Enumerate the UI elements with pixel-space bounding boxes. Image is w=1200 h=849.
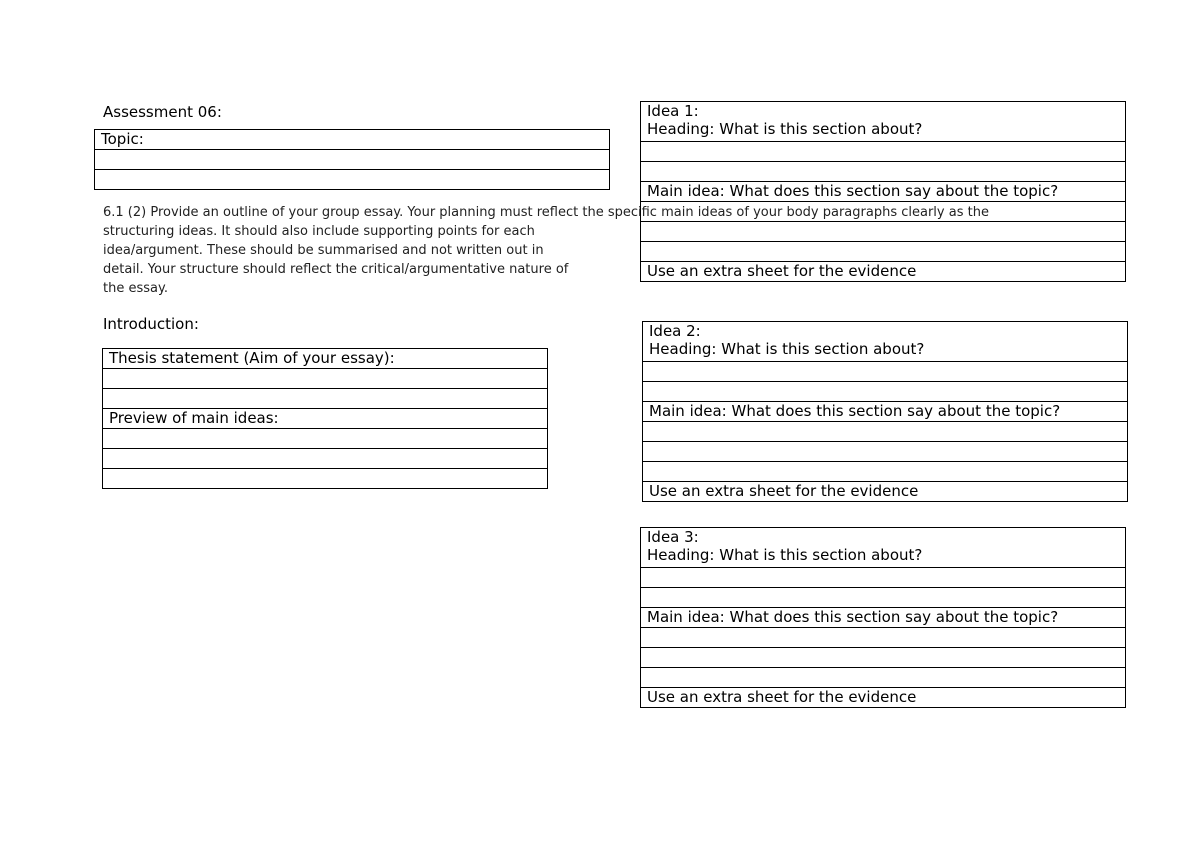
topic-label: Topic: xyxy=(95,130,610,150)
instructions-line-4: detail. Your structure should reflect the critical/argumentative nature of xyxy=(103,262,569,277)
idea-2-main-line-3[interactable] xyxy=(643,462,1128,482)
idea-3-heading-line-2[interactable] xyxy=(641,588,1126,608)
idea-2-main-idea-prompt: Main idea: What does this section say about the topic? xyxy=(643,402,1128,422)
topic-line-1[interactable] xyxy=(95,150,610,170)
idea-2-heading-line-2[interactable] xyxy=(643,382,1128,402)
idea-3-main-idea-prompt: Main idea: What does this section say about the topic? xyxy=(641,608,1126,628)
idea-1-main-line-3[interactable] xyxy=(641,242,1126,262)
idea-2-main-line-1[interactable] xyxy=(643,422,1128,442)
preview-line-2[interactable] xyxy=(103,449,548,469)
idea-1-box xyxy=(640,101,1126,282)
idea-1-main-line-1[interactable] xyxy=(641,202,1126,222)
instructions-line-3: idea/argument. These should be summarised and not written out in xyxy=(103,243,544,258)
idea-3-label: Idea 3: xyxy=(647,528,699,546)
idea-2-main-line-2[interactable] xyxy=(643,442,1128,462)
preview-line-1[interactable] xyxy=(103,429,548,449)
instructions-line-1: 6.1 (2) Provide an outline of your group essay. Your planning must reflect the specific main ideas of your body paragraphs clearly as the xyxy=(103,205,989,220)
idea-2-label: Idea 2: xyxy=(649,322,701,340)
page-title: Assessment 06: xyxy=(103,103,222,121)
idea-1-evidence-note: Use an extra sheet for the evidence xyxy=(641,262,1126,282)
thesis-line-1[interactable] xyxy=(103,369,548,389)
idea-1-heading-line-1[interactable] xyxy=(641,142,1126,162)
idea-3-evidence-note: Use an extra sheet for the evidence xyxy=(641,688,1126,708)
idea-3-main-line-1[interactable] xyxy=(641,628,1126,648)
topic-box xyxy=(94,129,610,190)
idea-1-header xyxy=(641,102,1126,142)
preview-line-3[interactable] xyxy=(103,469,548,489)
topic-line-2[interactable] xyxy=(95,170,610,190)
idea-3-main-line-3[interactable] xyxy=(641,668,1126,688)
idea-3-header xyxy=(641,528,1126,568)
idea-2-heading-prompt: Heading: What is this section about? xyxy=(649,340,925,358)
introduction-heading: Introduction: xyxy=(103,315,199,333)
idea-2-header xyxy=(643,322,1128,362)
idea-2-evidence-note: Use an extra sheet for the evidence xyxy=(643,482,1128,502)
idea-1-main-idea-prompt: Main idea: What does this section say about the topic? xyxy=(641,182,1126,202)
idea-3-heading-line-1[interactable] xyxy=(641,568,1126,588)
instructions-line-5: the essay. xyxy=(103,281,168,296)
idea-1-main-line-2[interactable] xyxy=(641,222,1126,242)
preview-label: Preview of main ideas: xyxy=(103,409,548,429)
idea-3-heading-prompt: Heading: What is this section about? xyxy=(647,546,923,564)
thesis-label: Thesis statement (Aim of your essay): xyxy=(103,349,548,369)
idea-3-box xyxy=(640,527,1126,708)
introduction-box xyxy=(102,348,548,489)
idea-2-heading-line-1[interactable] xyxy=(643,362,1128,382)
idea-1-heading-line-2[interactable] xyxy=(641,162,1126,182)
instructions-line-2: structuring ideas. It should also include supporting points for each xyxy=(103,224,535,239)
thesis-line-2[interactable] xyxy=(103,389,548,409)
idea-1-heading-prompt: Heading: What is this section about? xyxy=(647,120,923,138)
idea-2-box xyxy=(642,321,1128,502)
idea-3-main-line-2[interactable] xyxy=(641,648,1126,668)
idea-1-label: Idea 1: xyxy=(647,102,699,120)
